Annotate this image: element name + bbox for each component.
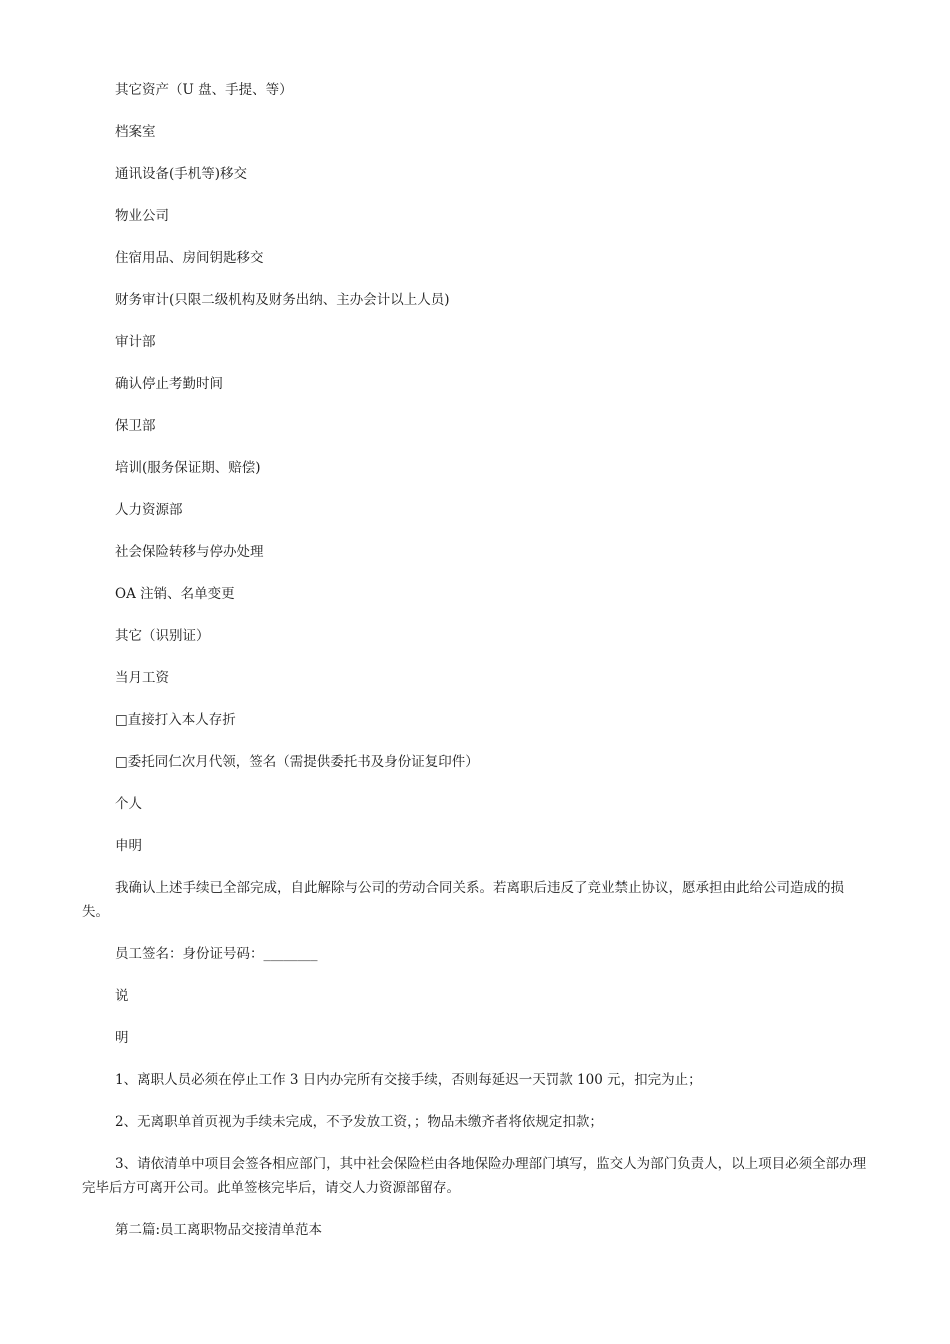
paragraph: 档案室: [115, 124, 156, 140]
paragraph: 社会保险转移与停办处理: [115, 544, 264, 560]
paragraph: 审计部: [115, 334, 156, 350]
paragraph: 财务审计(只限二级机构及财务出纳、主办会计以上人员): [115, 292, 450, 308]
checkbox-option-proxy: □委托同仁次月代领，签名（需提供委托书及身份证复印件）: [115, 754, 479, 770]
document-body: [82, 78, 868, 1260]
paragraph: 其它资产（U 盘、手提、等）: [115, 82, 293, 98]
paragraph: 申明: [115, 838, 142, 854]
checkbox-option-deposit: □直接打入本人存折: [115, 712, 236, 728]
paragraph: 说: [115, 988, 129, 1004]
paragraph: 物业公司: [115, 208, 169, 224]
paragraph: 个人: [115, 796, 142, 812]
paragraph: 当月工资: [115, 670, 169, 686]
paragraph: 明: [115, 1030, 129, 1046]
paragraph: 保卫部: [115, 418, 156, 434]
paragraph: 通讯设备(手机等)移交: [115, 166, 248, 182]
note-item: 3、请依清单中项目会签各相应部门，其中社会保险栏由各地保险办理部门填写，监交人为部门负责人，以上项目必须全部办理完毕后方可离开公司。此单签核完毕后，请交人力资源部留存。: [82, 1156, 867, 1196]
paragraph: 培训(服务保证期、赔偿): [115, 460, 261, 476]
note-item: 2、无离职单首页视为手续未完成，不予发放工资，；物品未缴齐者将依规定扣款；: [115, 1114, 603, 1130]
paragraph: 人力资源部: [115, 502, 183, 518]
paragraph: 其它（识别证）: [115, 628, 210, 644]
paragraph: 住宿用品、房间钥匙移交: [115, 250, 264, 266]
paragraph: OA 注销、名单变更: [115, 586, 235, 602]
section-heading: 第二篇:员工离职物品交接清单范本: [115, 1222, 323, 1238]
note-item: 1、离职人员必须在停止工作 3 日内办完所有交接手续，否则每延迟一天罚款 100 元，扣完为止；: [115, 1072, 702, 1088]
declaration-paragraph: 我确认上述手续已全部完成，自此解除与公司的劳动合同关系。若离职后违反了竞业禁止协议，愿承担由此给公司造成的损失。: [82, 880, 844, 920]
signature-line: 员工签名：身份证号码：________: [115, 946, 318, 962]
paragraph: 确认停止考勤时间: [115, 376, 223, 392]
